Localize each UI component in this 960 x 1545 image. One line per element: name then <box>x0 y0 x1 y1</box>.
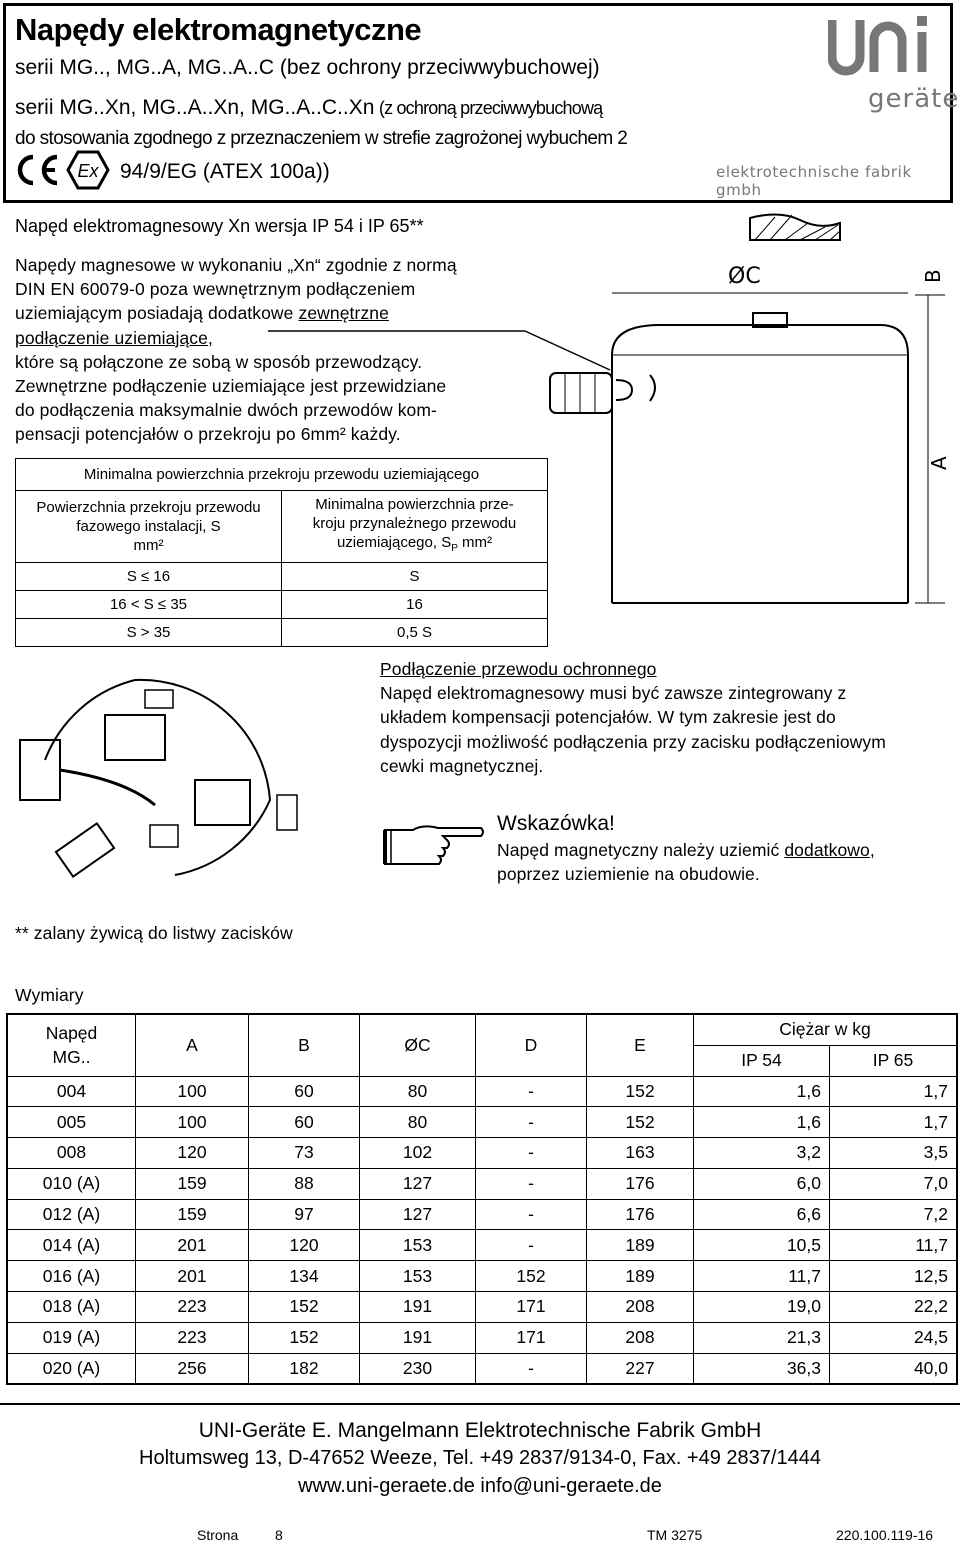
dimensions-cell: 004 <box>7 1076 136 1107</box>
dimensions-cell: 016 (A) <box>7 1261 136 1292</box>
dimensions-cell: 176 <box>587 1168 694 1199</box>
dimensions-cell: 21,3 <box>694 1322 830 1353</box>
page-number: 8 <box>275 1527 283 1543</box>
table1-cell: S ≤ 16 <box>16 563 282 591</box>
dimensions-cell: 60 <box>249 1107 360 1138</box>
dimensions-header-ip54: IP 54 <box>694 1045 830 1076</box>
note-text: , <box>869 840 875 860</box>
dimensions-cell: - <box>476 1199 587 1230</box>
dimension-label-a: A <box>927 456 951 470</box>
protective-heading: Podłączenie przewodu ochronnego <box>380 659 657 679</box>
table1-header-subscript: P <box>451 543 458 554</box>
dimensions-cell: 010 (A) <box>7 1168 136 1199</box>
dimensions-cell: - <box>476 1076 587 1107</box>
section-heading: Napęd elektromagnesowy Xn wersja IP 54 i IP 65** <box>15 216 424 236</box>
intro-line: DIN EN 60079-0 poza wewnętrznym podłączeniem <box>15 279 416 300</box>
table1-header-text: uziemiającego, S <box>336 534 452 551</box>
dimensions-cell: 1,6 <box>694 1107 830 1138</box>
note-section <box>497 812 957 886</box>
dimensions-cell: 127 <box>360 1168 476 1199</box>
note-line: poprzez uziemienie na obudowie. <box>497 864 760 885</box>
atex-directive: 94/9/EG (ATEX 100a)) <box>120 160 330 183</box>
intro-line: do podłączenia maksymalnie dwóch przewodów kom- <box>15 400 437 421</box>
terminal-block <box>105 715 165 760</box>
intro-text-underlined: podłączenie uziemiające <box>15 327 208 348</box>
dimensions-cell: 120 <box>136 1138 249 1169</box>
cable-gland <box>20 740 60 800</box>
table1-header-line: Minimalna powierzchnia prze- <box>315 496 514 513</box>
table1-cell: 16 < S ≤ 35 <box>16 591 282 619</box>
dimensions-cell: - <box>476 1138 587 1169</box>
table1-cell: S > 35 <box>16 619 282 647</box>
hatched-cap <box>750 214 840 240</box>
note-line <box>497 838 957 862</box>
dimensions-cell: 201 <box>136 1261 249 1292</box>
dimensions-cell: 1,7 <box>830 1076 958 1107</box>
protective-conductor-section <box>380 657 960 778</box>
dimensions-row <box>7 1168 957 1199</box>
dimensions-cell: 36,3 <box>694 1353 830 1384</box>
dimensions-cell: 256 <box>136 1353 249 1384</box>
header-series-line-1: serii MG.., MG..A, MG..A..C (bez ochrony przeciwwybuchowej) <box>15 56 600 79</box>
dimensions-cell: 152 <box>587 1107 694 1138</box>
dimensions-row <box>7 1292 957 1323</box>
header-zone-line: do stosowania zgodnego z przeznaczeniem w strefie zagrożonej wybuchem 2 <box>15 128 628 149</box>
dimensions-cell: 11,7 <box>830 1230 958 1261</box>
protective-line: Napęd elektromagnesowy musi być zawsze zintegrowany z <box>380 683 847 704</box>
dimensions-cell: 019 (A) <box>7 1322 136 1353</box>
intro-text-span: , <box>207 327 213 348</box>
note-text-underlined: dodatkowo <box>784 840 870 860</box>
dimensions-cell: 6,6 <box>694 1199 830 1230</box>
dimensions-header-c: ØC <box>360 1014 476 1076</box>
leader-line <box>525 331 610 370</box>
dimensions-cell: 018 (A) <box>7 1292 136 1323</box>
housing-outline <box>45 680 135 760</box>
dimensions-cell: 40,0 <box>830 1353 958 1384</box>
dimensions-row <box>7 1353 957 1384</box>
dimensions-cell: 12,5 <box>830 1261 958 1292</box>
dimensions-header-a: A <box>136 1014 249 1076</box>
intro-text-span: uziemiającym posiadają dodatkowe <box>15 303 299 324</box>
cable <box>60 770 155 805</box>
footer-web: www.uni-geraete.de info@uni-geraete.de <box>298 1475 662 1497</box>
dimensions-heading: Wymiary <box>15 985 84 1005</box>
dimensions-cell: - <box>476 1168 587 1199</box>
header-series-xn-note: (z ochroną przeciwwybuchową <box>378 98 603 118</box>
dimensions-cell: 3,5 <box>830 1138 958 1169</box>
dimensions-cell: 127 <box>360 1199 476 1230</box>
dimensions-cell: 159 <box>136 1199 249 1230</box>
dimensions-cell: 223 <box>136 1292 249 1323</box>
doc-code: TM 3275 <box>647 1527 703 1543</box>
dimensions-cell: 223 <box>136 1322 249 1353</box>
dimensions-cell: 3,2 <box>694 1138 830 1169</box>
dimensions-cell: 008 <box>7 1138 136 1169</box>
dimensions-cell: 80 <box>360 1076 476 1107</box>
dimensions-cell: 134 <box>249 1261 360 1292</box>
dimensions-row <box>7 1230 957 1261</box>
dimensions-header-d: D <box>476 1014 587 1076</box>
dimensions-row <box>7 1261 957 1292</box>
dimensions-header-ip65: IP 65 <box>830 1045 958 1076</box>
dimensions-cell: 10,5 <box>694 1230 830 1261</box>
actuator-side-view-drawing <box>240 205 958 620</box>
dimensions-header-line: MG.. <box>52 1047 91 1068</box>
header-series-line-2 <box>15 96 602 120</box>
table1-cell: 0,5 S <box>282 619 548 647</box>
dimensions-cell: 1,6 <box>694 1076 830 1107</box>
dimensions-cell: 189 <box>587 1261 694 1292</box>
intro-line: Zewnętrzne podłączenie uziemiające jest przewidziane <box>15 376 447 397</box>
dimensions-cell: 88 <box>249 1168 360 1199</box>
dimensions-cell: 24,5 <box>830 1322 958 1353</box>
uni-logo <box>828 12 948 82</box>
intro-line: pensacji potencjałów o przekroju po 6mm² każdy. <box>15 424 401 445</box>
dimensions-cell: 80 <box>360 1107 476 1138</box>
dimensions-cell: 22,2 <box>830 1292 958 1323</box>
note-text: Napęd magnetyczny należy uziemić <box>497 840 785 860</box>
dimensions-row <box>7 1138 957 1169</box>
dimensions-cell: - <box>476 1107 587 1138</box>
dimensions-row <box>7 1199 957 1230</box>
dimensions-cell: 97 <box>249 1199 360 1230</box>
dimensions-cell: 191 <box>360 1322 476 1353</box>
intro-line: które są połączone ze sobą w sposób przewodzący. <box>15 351 423 372</box>
logo-tagline: elektrotechnische fabrik gmbh <box>716 163 912 199</box>
dimensions-cell: 208 <box>587 1322 694 1353</box>
dimensions-cell: 020 (A) <box>7 1353 136 1384</box>
protective-line: dyspozycji możliwość podłączenia przy zacisku podłączeniowym <box>380 731 886 752</box>
dimensions-header-drive <box>7 1014 136 1076</box>
table1-header-line: fazowego instalacji, S <box>76 518 221 535</box>
header-series-xn: serii MG..Xn, MG..A..Xn, MG..A..C..Xn <box>15 96 375 119</box>
table1-header-text: mm² <box>457 534 493 551</box>
ex-mark-icon <box>66 150 110 190</box>
pointing-hand-icon <box>383 820 485 868</box>
dimensions-table-body <box>7 1076 957 1384</box>
page-label: Strona <box>197 1527 239 1543</box>
table1-cell: S <box>282 563 548 591</box>
footer-rule <box>0 1403 960 1405</box>
protective-line: cewki magnetycznej. <box>380 755 544 776</box>
small-terminal <box>145 690 173 708</box>
ground-terminal <box>56 823 114 876</box>
dimensions-header-weight: Ciężar w kg <box>694 1014 958 1045</box>
dimensions-header-line: Napęd <box>45 1023 98 1044</box>
cable-gland <box>550 373 655 413</box>
dimensions-cell: 201 <box>136 1230 249 1261</box>
dimensions-cell: 191 <box>360 1292 476 1323</box>
footnote: ** zalany żywicą do listwy zacisków <box>15 923 293 943</box>
dimensions-cell: 182 <box>249 1353 360 1384</box>
intro-text-underlined: zewnętrzne <box>298 303 389 324</box>
dimensions-cell: 153 <box>360 1261 476 1292</box>
dimensions-cell: 6,0 <box>694 1168 830 1199</box>
dimensions-cell: 171 <box>476 1292 587 1323</box>
dimensions-cell: 012 (A) <box>7 1199 136 1230</box>
dimensions-cell: 189 <box>587 1230 694 1261</box>
side-terminal <box>277 795 297 830</box>
table1-header-line: mm² <box>133 537 164 554</box>
dimensions-cell: 100 <box>136 1076 249 1107</box>
protective-line: układem kompensacji potencjałów. W tym zakresie jest do <box>380 707 836 728</box>
ex-mark-text: Ex <box>77 161 99 181</box>
dimensions-cell: 100 <box>136 1107 249 1138</box>
dimensions-row <box>7 1107 957 1138</box>
table1-cell: 16 <box>282 591 548 619</box>
dimensions-cell: - <box>476 1353 587 1384</box>
housing-top <box>612 325 908 355</box>
dimensions-cell: 163 <box>587 1138 694 1169</box>
dimension-label-b: B <box>921 269 945 283</box>
dimensions-cell: 1,7 <box>830 1107 958 1138</box>
dimensions-cell: 120 <box>249 1230 360 1261</box>
dimensions-table <box>6 1013 958 1385</box>
ce-mark-icon <box>14 152 60 188</box>
doc-number: 220.100.119-16 <box>836 1527 934 1543</box>
dimensions-cell: 227 <box>587 1353 694 1384</box>
dimensions-cell: 152 <box>587 1076 694 1107</box>
dimensions-cell: 60 <box>249 1076 360 1107</box>
dimensions-cell: 176 <box>587 1199 694 1230</box>
dimensions-cell: 159 <box>136 1168 249 1199</box>
actuator-terminal-view-drawing <box>15 660 305 890</box>
intro-line: Napędy magnesowe w wykonaniu „Xn“ zgodnie z normą <box>15 255 457 275</box>
page-title: Napędy elektromagnetyczne <box>15 12 422 47</box>
footer-company: UNI-Geräte E. Mangelmann Elektrotechnische Fabrik GmbH <box>198 1419 762 1442</box>
dimensions-cell: 152 <box>476 1261 587 1292</box>
small-terminal <box>150 825 178 847</box>
dimensions-header-e: E <box>587 1014 694 1076</box>
table1-header-line: Powierzchnia przekroju przewodu <box>36 499 261 516</box>
dimension-label-c: ØC <box>728 264 761 289</box>
footer-address: Holtumsweg 13, D-47652 Weeze, Tel. +49 2837/9134-0, Fax. +49 2837/1444 <box>139 1447 821 1469</box>
housing-outline <box>135 680 270 875</box>
dimensions-row <box>7 1076 957 1107</box>
dimensions-header-b: B <box>249 1014 360 1076</box>
dimensions-cell: 005 <box>7 1107 136 1138</box>
dimensions-cell: 171 <box>476 1322 587 1353</box>
dimensions-row <box>7 1322 957 1353</box>
dimensions-cell: 7,0 <box>830 1168 958 1199</box>
note-heading: Wskazówka! <box>497 812 615 835</box>
dimensions-cell: 73 <box>249 1138 360 1169</box>
logo-geraete: geräte <box>868 84 960 114</box>
table1-header-line: kroju przynależnego przewodu <box>312 515 517 532</box>
dimensions-cell: 230 <box>360 1353 476 1384</box>
dimensions-cell: 152 <box>249 1292 360 1323</box>
terminal-block <box>195 780 250 825</box>
dimensions-cell: 7,2 <box>830 1199 958 1230</box>
dimensions-cell: 102 <box>360 1138 476 1169</box>
dimensions-cell: 208 <box>587 1292 694 1323</box>
dimensions-cell: - <box>476 1230 587 1261</box>
dimensions-cell: 153 <box>360 1230 476 1261</box>
table1-title: Minimalna powierzchnia przekroju przewodu uziemiającego <box>16 459 548 491</box>
dimensions-cell: 152 <box>249 1322 360 1353</box>
dimensions-cell: 014 (A) <box>7 1230 136 1261</box>
dimensions-cell: 11,7 <box>694 1261 830 1292</box>
dimensions-cell: 19,0 <box>694 1292 830 1323</box>
